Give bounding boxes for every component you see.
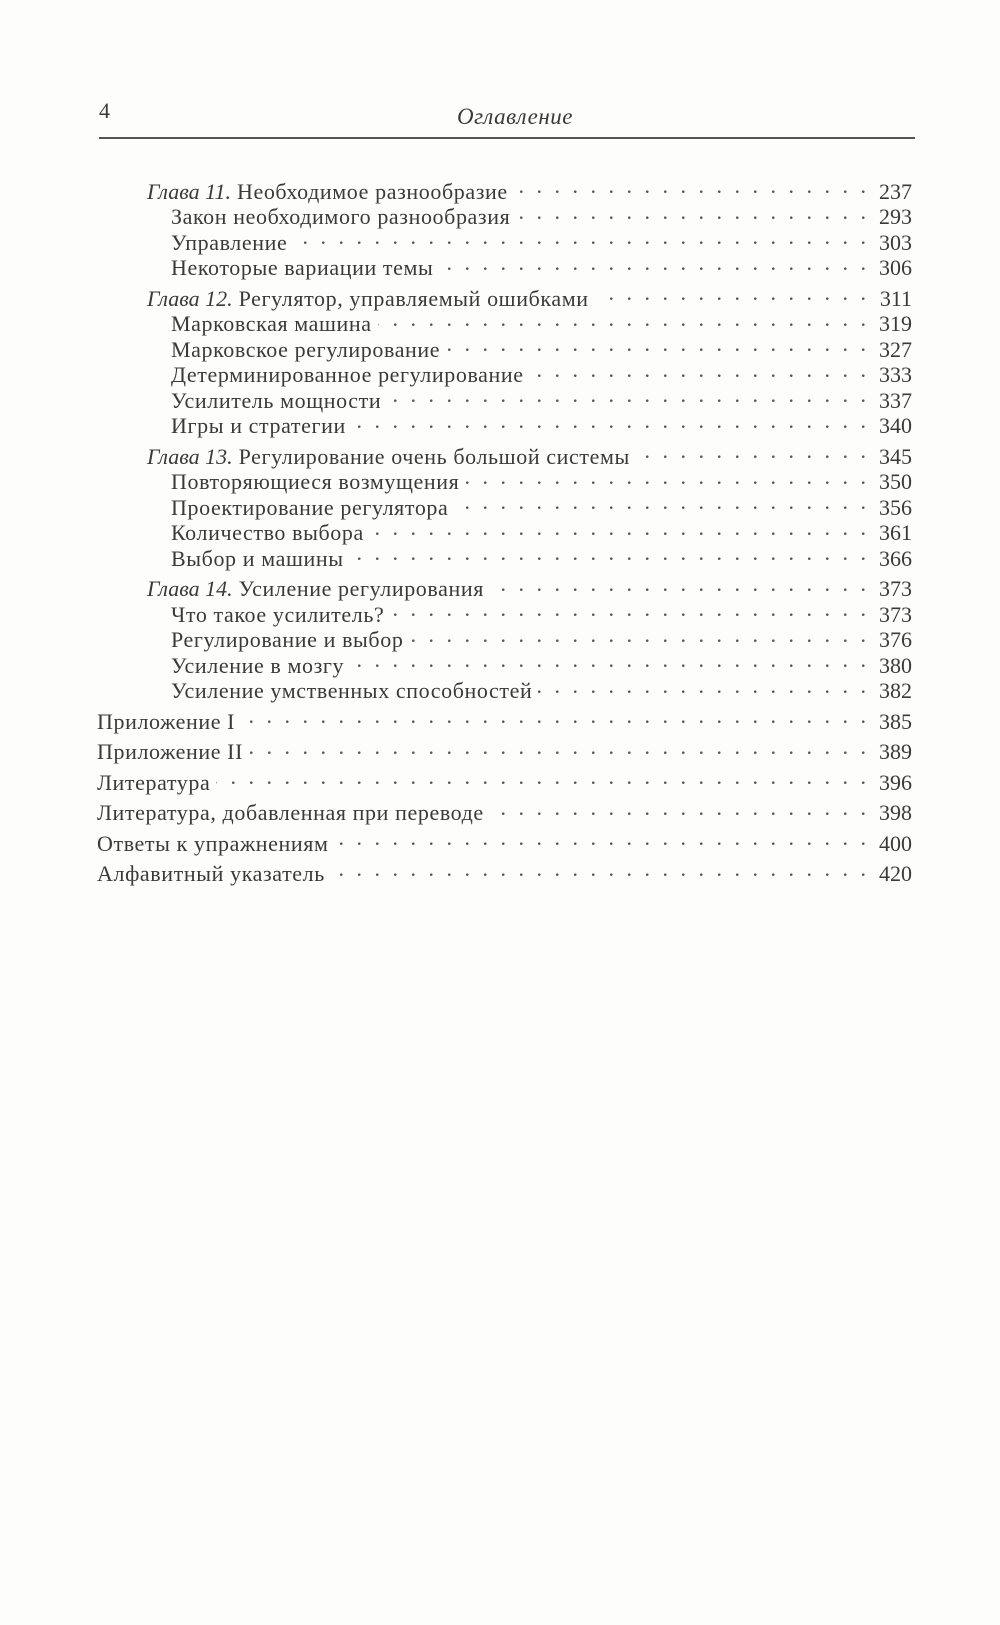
entry-page: 400 (879, 830, 912, 856)
dot-leader (514, 173, 866, 199)
entry-title: Некоторые вариации темы (171, 255, 434, 280)
toc-chapter-entry[interactable] (97, 438, 912, 469)
entry-page: 389 (879, 739, 912, 764)
dot-leader (331, 856, 866, 882)
running-title: Оглавление (456, 104, 573, 129)
entry-page: 237 (879, 178, 912, 204)
header-rule (99, 137, 915, 139)
entry-page: 340 (879, 413, 912, 438)
dot-leader (334, 825, 866, 851)
entry-title: Проектирование регулятора (171, 494, 449, 520)
dot-leader (249, 734, 866, 760)
dot-leader (538, 673, 866, 699)
table-of-contents (97, 173, 912, 886)
dot-leader (636, 438, 866, 464)
entry-title: Усиление регулирования (238, 576, 484, 601)
dot-leader (350, 540, 866, 566)
entry-page: 380 (879, 652, 912, 678)
entry-title: Приложение II (97, 739, 244, 764)
dot-leader (241, 703, 866, 729)
chapter-label: Глава 12. (147, 285, 233, 311)
dot-leader (409, 622, 866, 648)
entry-title: Приложение I (97, 708, 236, 734)
entry-title: Что такое усилитель? (171, 601, 385, 627)
toc-backmatter-entry[interactable] (97, 795, 912, 825)
chapter-label: Глава 13. (147, 443, 233, 469)
entry-title: Закон необходимого разнообразия (171, 204, 511, 229)
entry-title: Детерминированное регулирование (171, 362, 524, 387)
entry-title: Регулирование и выбор (171, 627, 404, 652)
dot-leader (595, 280, 866, 306)
entry-page: 350 (879, 469, 912, 494)
entry-page: 303 (879, 229, 912, 255)
chapter-label: Глава 11. (147, 178, 231, 204)
chapter-label: Глава 14. (147, 576, 233, 601)
toc-backmatter-entry[interactable] (97, 703, 912, 734)
dot-leader (446, 331, 866, 357)
entry-title: Управление (171, 229, 288, 255)
dot-leader (490, 571, 866, 597)
toc-backmatter-entry[interactable] (97, 734, 912, 764)
entry-title: Усиление в мозгу (171, 652, 345, 678)
entry-page: 293 (879, 204, 912, 229)
entry-page: 319 (879, 311, 912, 336)
entry-title: Литература (97, 769, 211, 795)
entry-title: Марковское регулирование (171, 336, 441, 362)
toc-chapter-entry[interactable] (97, 173, 912, 204)
entry-page: 327 (879, 336, 912, 362)
entry-title: Необходимое разнообразие (236, 178, 508, 204)
entry-page: 361 (879, 520, 912, 545)
dot-leader (387, 382, 866, 408)
entry-page: 366 (879, 545, 912, 571)
entry-title: Усиление умственных способностей (171, 678, 533, 703)
dot-leader (378, 306, 866, 332)
toc-chapter-entry[interactable] (97, 280, 912, 311)
toc-chapter-entry[interactable] (97, 571, 912, 601)
entry-title: Повторяющиеся возмущения (171, 469, 460, 494)
entry-page: 398 (879, 800, 912, 825)
entry-page: 373 (879, 576, 912, 601)
entry-page: 311 (879, 285, 912, 311)
entry-title: Регулятор, управляемый ошибками (238, 285, 589, 311)
entry-page: 356 (879, 494, 912, 520)
dot-leader (216, 764, 866, 790)
dot-leader (516, 199, 866, 225)
toc-backmatter-entry[interactable] (97, 825, 912, 856)
dot-leader (293, 224, 866, 250)
dot-leader (490, 795, 866, 821)
entry-page: 420 (879, 861, 912, 886)
dot-leader (465, 464, 866, 490)
entry-title: Игры и стратегии (171, 413, 346, 438)
entry-title: Марковская машина (171, 311, 372, 336)
entry-page: 306 (879, 255, 912, 280)
entry-title: Усилитель мощности (171, 387, 382, 413)
entry-page: 333 (879, 362, 912, 387)
page-number: 4 (99, 98, 110, 123)
dot-leader (350, 647, 866, 673)
dot-leader (352, 408, 866, 434)
entry-page: 382 (879, 678, 912, 703)
entry-title: Выбор и машины (171, 545, 344, 571)
entry-page: 345 (879, 443, 912, 469)
entry-page: 337 (879, 387, 912, 413)
entry-title: Количество выбора (171, 520, 364, 545)
entry-title: Ответы к упражнениям (97, 830, 329, 856)
entry-page: 396 (879, 769, 912, 795)
dot-leader (439, 250, 866, 276)
entry-title: Регулирование очень большой системы (238, 443, 630, 469)
dot-leader (390, 596, 866, 622)
dot-leader (370, 515, 866, 541)
entry-page: 376 (879, 627, 912, 652)
entry-title: Литература, добавленная при переводе (97, 800, 484, 825)
toc-backmatter-entry[interactable] (97, 764, 912, 795)
entry-page: 385 (879, 708, 912, 734)
toc-backmatter-entry[interactable] (97, 856, 912, 886)
entry-page: 373 (879, 601, 912, 627)
dot-leader (530, 357, 866, 383)
entry-title: Алфавитный указатель (97, 861, 325, 886)
dot-leader (454, 489, 866, 515)
